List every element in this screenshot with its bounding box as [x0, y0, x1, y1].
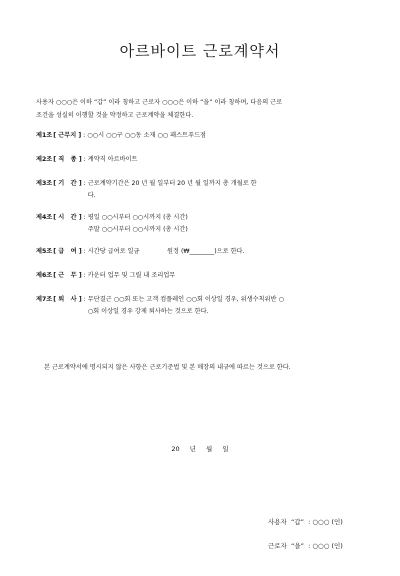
clause-number: 제7조 — [36, 296, 53, 303]
clause-number: 제4조 — [36, 214, 53, 221]
clause-line: 무단결근 ○○회 또는 고객 컴플레인 ○○회 이상일 경우, 위생수칙위반 ○ — [87, 296, 284, 303]
clause-heading: [ 직 종 ] — [53, 156, 82, 163]
clause-line: 근로계약기간은 20 년 월 일부터 20 년 월 일까지 총 개월로 한 — [87, 180, 257, 187]
clause-number: 제6조 — [36, 272, 53, 279]
clause-line: 시간당 급여로 일금 원정 (₩________)으로 한다. — [87, 248, 245, 255]
clause-body — [88, 154, 360, 166]
clause-heading: [ 급 여 ] — [53, 248, 82, 255]
clause-heading: [ 시 간 ] — [53, 214, 82, 221]
document-title: 아르바이트 근로계약서 — [119, 42, 281, 60]
clause-2 — [36, 154, 376, 166]
clause-line: 주말 ○○시부터 ○○시까지 (총 시간) — [87, 226, 188, 233]
clause-1 — [36, 130, 376, 142]
clause-6 — [36, 270, 376, 282]
clause-heading: [ 근무지 ] — [53, 132, 82, 139]
clause-body — [88, 270, 360, 282]
clause-separator: : — [83, 132, 86, 139]
clause-body — [88, 178, 360, 202]
employee-signature: 근로자 “을” : ○○○ (인) — [268, 542, 343, 550]
clause-heading: [ 근 무 ] — [53, 272, 82, 279]
clause-separator: : — [83, 248, 86, 255]
clause-3 — [36, 178, 376, 202]
clause-body — [88, 246, 360, 258]
clause-number: 제1조 — [36, 132, 53, 139]
clause-number: 제3조 — [36, 180, 53, 187]
clause-separator: : — [83, 296, 86, 303]
intro-line: 조건을 성실히 이행할 것을 약정하고 근로계약을 체결한다. — [36, 112, 194, 119]
clause-line: ○회 이상일 경우 강제 퇴사하는 것으로 한다. — [87, 308, 209, 315]
clause-line: 평일 ○○시부터 ○○시까지 (총 시간) — [87, 214, 188, 221]
clause-number: 제5조 — [36, 248, 53, 255]
contract-date: 20 년 월 일 — [171, 445, 229, 453]
intro-line: 사용자 ○○○은 이하 “갑” 이라 칭하고 근로자 ○○○은 이하 “을” 이라 칭하며, 다음의 근로 — [36, 99, 283, 106]
footnote: 본 근로계약서에 명시되지 않은 사항은 근로기준법 및 본 매장의 내규에 따르는 것으로 한다. — [44, 364, 291, 371]
clause-body — [88, 294, 360, 318]
clause-separator: : — [83, 180, 86, 187]
clause-body — [87, 130, 359, 142]
clause-separator: : — [83, 272, 86, 279]
clause-line: 카운터 업무 및 그릴 내 조리업무 — [87, 272, 176, 279]
clause-line: 다. — [87, 192, 96, 199]
clause-body — [88, 212, 360, 236]
clause-heading: [ 퇴 사 ] — [53, 296, 82, 303]
clause-line: ○○시 ○○구 ○○동 소재 ○○ 패스트푸드점 — [87, 132, 207, 139]
clause-4 — [36, 212, 376, 236]
clause-line: 계약직 아르바이트 — [87, 156, 138, 163]
employer-signature: 사용자 “갑” : ○○○ (인) — [268, 518, 343, 526]
clause-heading: [ 기 간 ] — [53, 180, 82, 187]
clause-separator: : — [83, 214, 86, 221]
clause-number: 제2조 — [36, 156, 53, 163]
intro-paragraph — [36, 96, 372, 122]
clause-5 — [36, 246, 376, 258]
clause-7 — [36, 294, 376, 318]
clause-separator: : — [83, 156, 86, 163]
